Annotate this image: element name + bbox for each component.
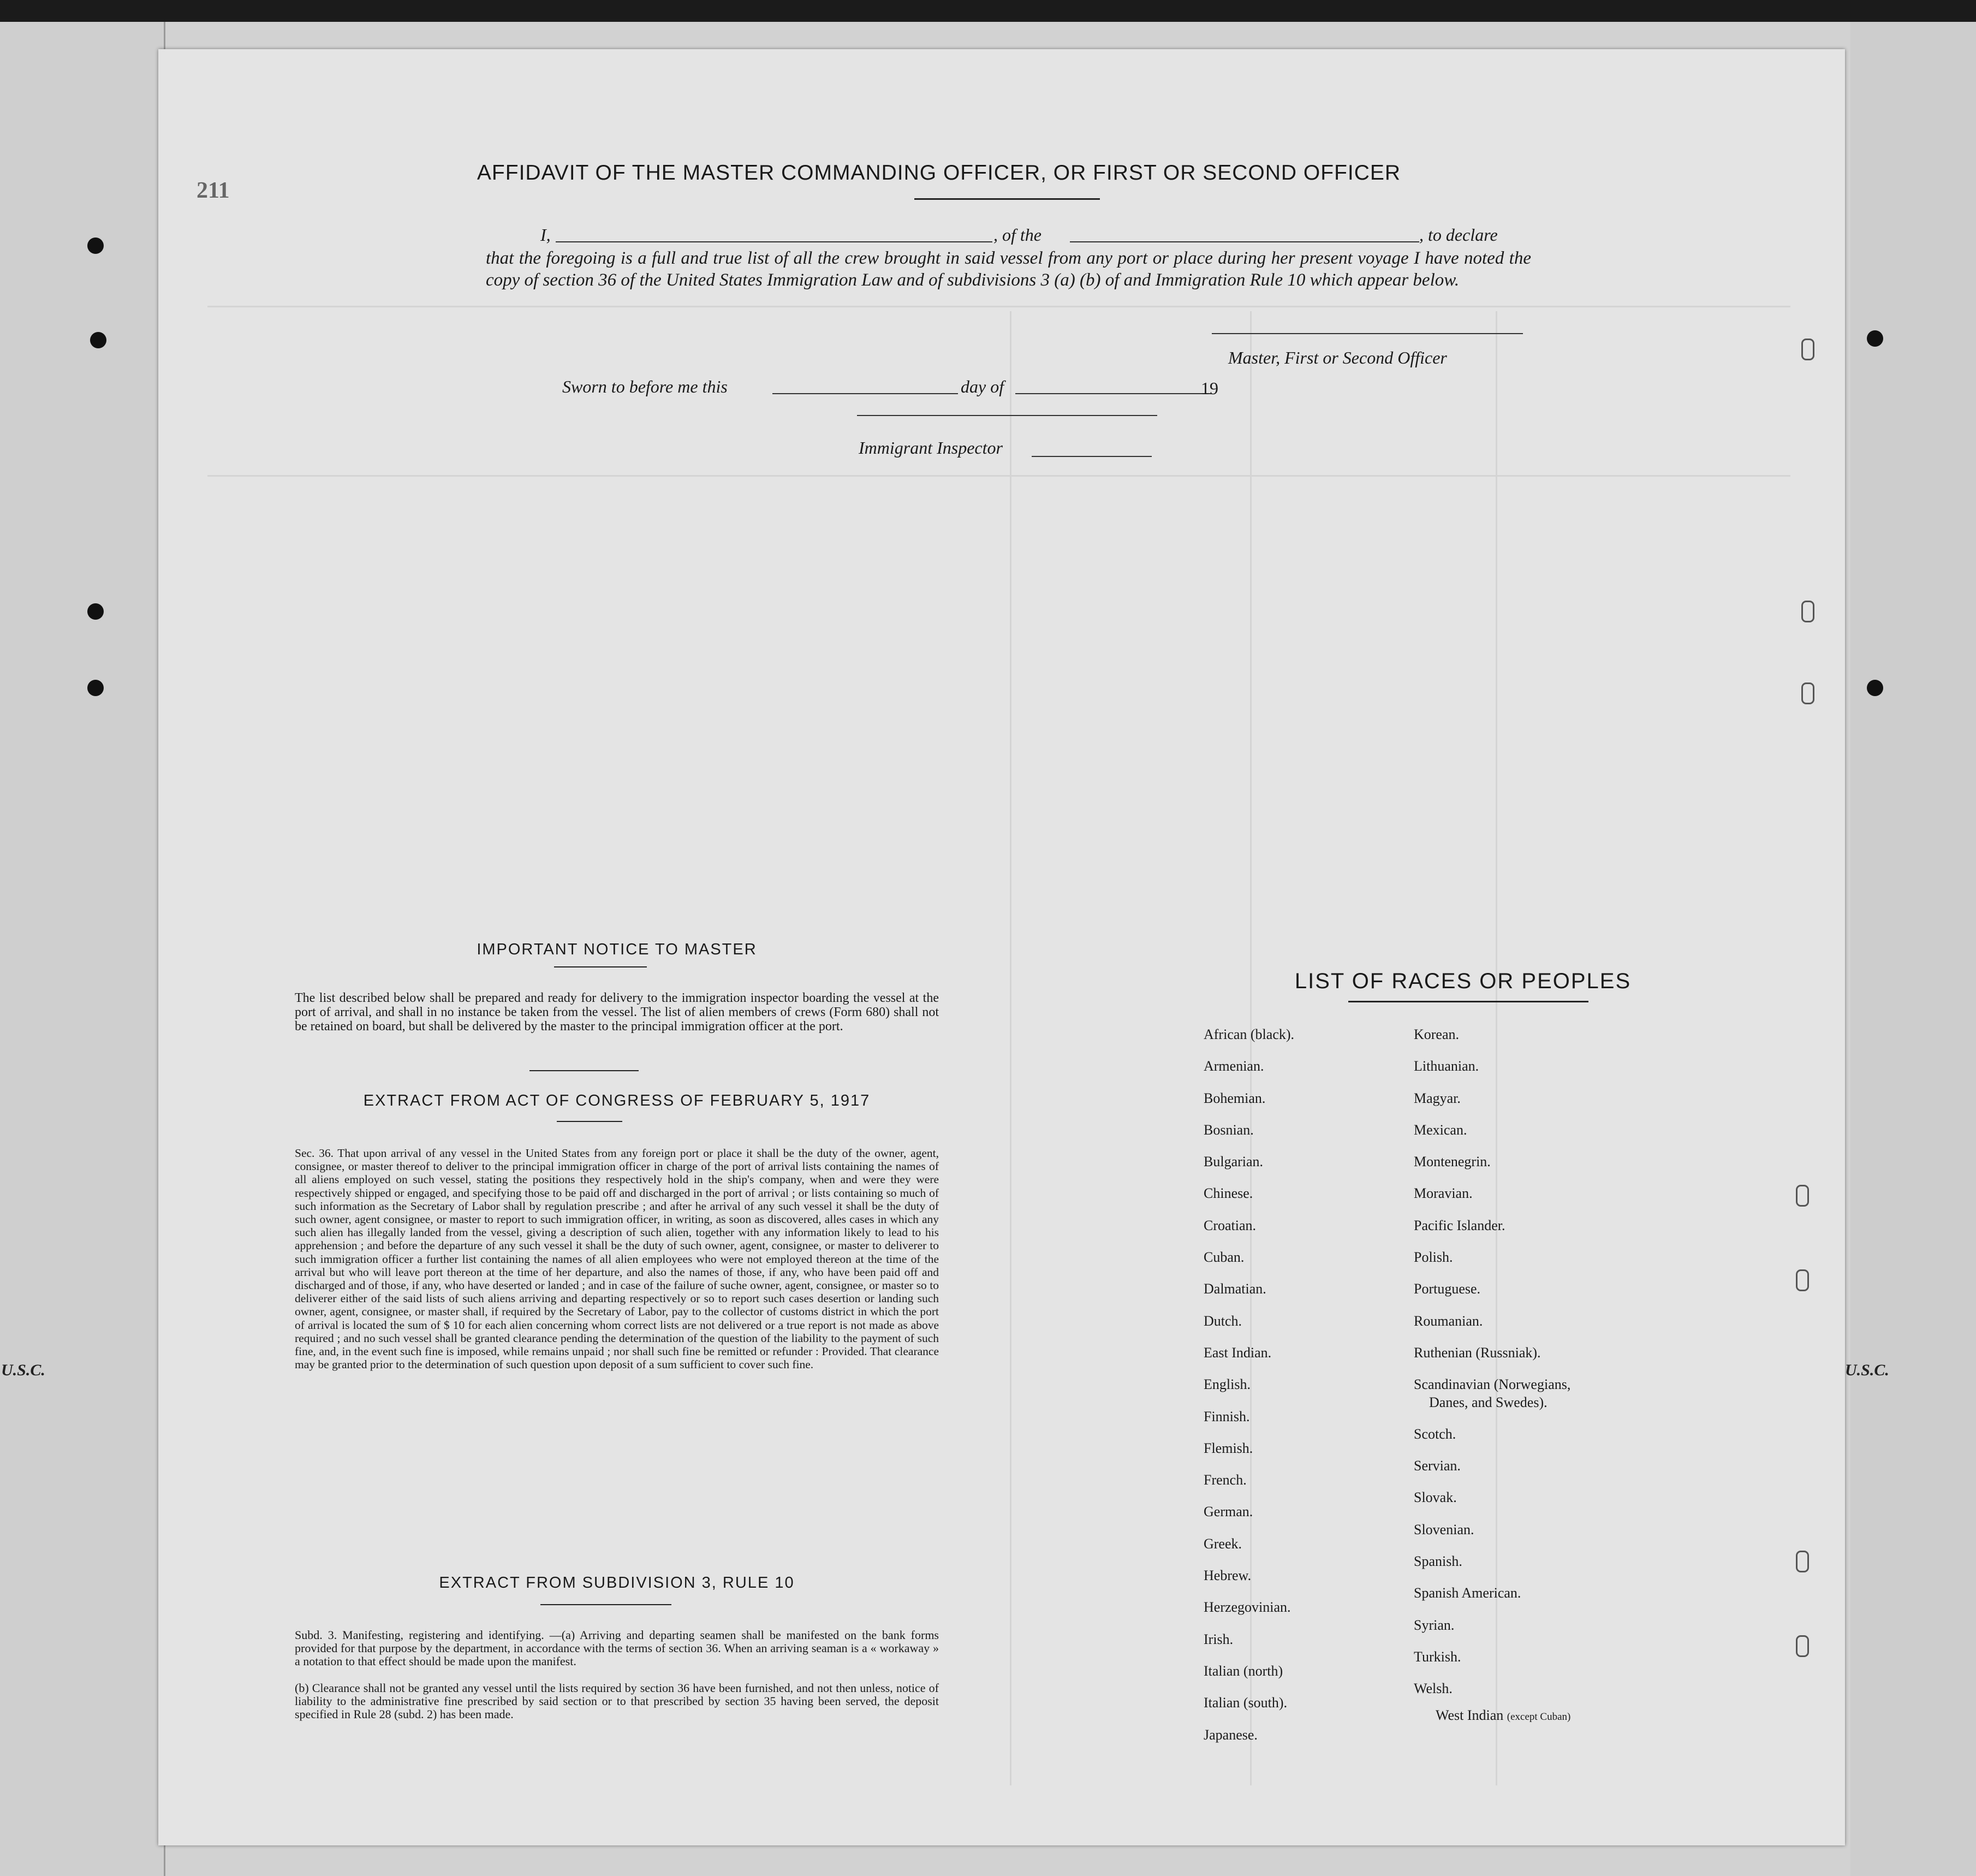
race-item: Welsh. bbox=[1414, 1681, 1453, 1697]
race-item: Portuguese. bbox=[1414, 1281, 1481, 1297]
race-item: Magyar. bbox=[1414, 1090, 1461, 1106]
race-item: Herzegovinian. bbox=[1204, 1599, 1291, 1616]
race-item: French. bbox=[1204, 1472, 1247, 1488]
binder-hole bbox=[1867, 330, 1883, 347]
affidavit-page bbox=[158, 49, 1845, 1845]
punch-ring bbox=[1796, 1185, 1809, 1207]
bleed-through-rule bbox=[207, 306, 1790, 307]
race-item-west-indian bbox=[1436, 1707, 1570, 1724]
race-item: Italian (north) bbox=[1204, 1663, 1283, 1679]
race-item: Slovak. bbox=[1414, 1489, 1457, 1506]
declaration-text: that the foregoing is a full and true list of all the crew brought in said vessel from any port or place during her present voyage I have noted the copy of section 36 of the United States Immigration Law and of subdivisions 3 (a) (b) of and Immigration Rule 10 which appear below. bbox=[486, 248, 1531, 290]
inspector-signature-field[interactable] bbox=[857, 415, 1157, 416]
race-item: Syrian. bbox=[1414, 1617, 1455, 1633]
race-item: Irish. bbox=[1204, 1631, 1234, 1647]
race-item: Flemish. bbox=[1204, 1440, 1253, 1456]
race-item: Montenegrin. bbox=[1414, 1154, 1491, 1170]
binder-hole bbox=[87, 603, 104, 620]
bleed-through-rule bbox=[1010, 311, 1011, 1785]
race-item: Polish. bbox=[1414, 1249, 1453, 1266]
punch-ring bbox=[1796, 1551, 1809, 1572]
race-item: Chinese. bbox=[1204, 1185, 1253, 1202]
race-item: Bohemian. bbox=[1204, 1090, 1266, 1106]
race-item: Scotch. bbox=[1414, 1426, 1456, 1442]
races-column-1 bbox=[1204, 1026, 1294, 1759]
bleed-through-rule bbox=[207, 475, 1790, 477]
to-declare-label: , to declare bbox=[1419, 225, 1498, 245]
race-item: Slovenian. bbox=[1414, 1521, 1474, 1537]
races-column-2 bbox=[1414, 1026, 1570, 1713]
notice-heading: IMPORTANT NOTICE TO MASTER bbox=[477, 941, 757, 958]
race-item: African (black). bbox=[1204, 1026, 1295, 1042]
punch-ring bbox=[1796, 1269, 1809, 1291]
sworn-month-field[interactable] bbox=[1015, 393, 1212, 394]
race-item: Japanese. bbox=[1204, 1726, 1258, 1743]
races-heading: LIST OF RACES OR PEOPLES bbox=[1294, 969, 1632, 993]
binder-hole bbox=[90, 332, 106, 348]
race-item: Croatian. bbox=[1204, 1217, 1257, 1233]
punch-ring bbox=[1801, 339, 1814, 360]
race-item: Finnish. bbox=[1204, 1408, 1250, 1424]
race-item: Bosnian. bbox=[1204, 1121, 1254, 1138]
race-item: Korean. bbox=[1414, 1026, 1460, 1042]
i-label: I, bbox=[540, 225, 551, 245]
vessel-field[interactable] bbox=[1070, 241, 1419, 242]
punch-ring bbox=[1801, 682, 1814, 704]
year-prefix: 19 bbox=[1201, 378, 1218, 398]
race-item: Turkish. bbox=[1414, 1648, 1461, 1665]
race-item: Armenian. bbox=[1204, 1058, 1264, 1074]
race-item: Dalmatian. bbox=[1204, 1281, 1266, 1297]
left-edge-label: U.S.C. bbox=[1, 1361, 45, 1379]
act-heading: EXTRACT FROM ACT OF CONGRESS OF FEBRUARY 5, 1917 bbox=[363, 1092, 871, 1109]
day-of-label: day of bbox=[961, 377, 1004, 396]
race-item: Moravian. bbox=[1414, 1185, 1473, 1202]
of-the-label: , of the bbox=[993, 225, 1041, 245]
binder-hole bbox=[87, 680, 104, 696]
inspector-label: Immigrant Inspector bbox=[859, 438, 1003, 458]
race-item: English. bbox=[1204, 1376, 1251, 1393]
race-item: Bulgarian. bbox=[1204, 1154, 1264, 1170]
race-item: Pacific Islander. bbox=[1414, 1217, 1505, 1233]
rule-heading-underline bbox=[540, 1604, 671, 1605]
race-item: German. bbox=[1204, 1504, 1253, 1520]
race-item: Roumanian. bbox=[1414, 1313, 1483, 1329]
race-item: Danes, and Swedes). bbox=[1429, 1394, 1548, 1410]
race-item: Hebrew. bbox=[1204, 1568, 1252, 1584]
officer-label: Master, First or Second Officer bbox=[1228, 348, 1447, 367]
race-item: Lithuanian. bbox=[1414, 1058, 1479, 1074]
binder-hole bbox=[87, 238, 104, 254]
page-number: 211 bbox=[197, 178, 230, 203]
race-item: Mexican. bbox=[1414, 1121, 1467, 1138]
race-item: Cuban. bbox=[1204, 1249, 1245, 1266]
race-item: Spanish. bbox=[1414, 1553, 1462, 1570]
rule-text-a: Subd. 3. Manifesting, registering and identifying. —(a) Arriving and departing seamen shall be manifested on the bank forms provided for that purpose by the department, in accordance with the terms of section 36. When an arriving seaman is a « workaway » a notation to that effect should be made upon the manifest. bbox=[295, 1628, 939, 1668]
race-item: Greek. bbox=[1204, 1535, 1242, 1552]
race-item: Dutch. bbox=[1204, 1313, 1242, 1329]
races-heading-underline bbox=[1348, 1001, 1588, 1002]
name-field[interactable] bbox=[556, 241, 992, 242]
sworn-label: Sworn to before me this bbox=[562, 377, 728, 396]
punch-ring bbox=[1801, 601, 1814, 622]
act-text: Sec. 36. That upon arrival of any vessel in the United States from any foreign port or place it shall be the duty of the owner, agent, consignee, or master thereof to deliver to the principal immigration officer in charge of the port of arrival lists containing the names of all aliens employed on such vessel, stating the positions they respectively hold in the ship's company, when and were they were respectively shipped or engaged, and specifying those to be paid off and discharged in the port of arrival ; or lists containing so much of such information as the Secretary of Labor shall by regulation prescribe ; and after he arrival of any such vessel it shall be the duty of such owner, agent consignee, or master to report to such immigration officer, in writing, as soon as discovered, alles cases in which any such alien has illegally landed from the vessel, giving a description of such alien, together with any information likely to lead to his apprehension ; and before the departure of any such vessel it shall be the duty of such owner, agent, consignee, or master to deliverer to such immigration officer a further list containing the names of all alien employees who were not employed thereon at the time of the arrival but who will leave port thereon at the time of her departure, and also the names of those, if any, who have been paid off and discharged and of those, if any, who have deserted or landed ; and in case of the failure of suche owner, agent, consignee, or master so to deliverer either of the said lists of such aliens arriving and departing respectively or so to report such cases desertion or landing such owner, agent, consignee, or master shall, if required by the Secretary of Labor, pay to the collector of customs district in which the port of arrival is located the sum of $ 10 for each alien concerning whom correct lists are not delivered or a true report is not made as above required ; and no such vessel shall be granted clearance pending the determination of the question of the liability to the payment of such fine, and, in the event such fine is imposed, while remains unpaid ; nor shall such fine be remitted or refunder : Provided. That clearance may be granted prior to the determination of such question upon deposit of a sum sufficient to cover such fine. bbox=[295, 1147, 939, 1372]
sworn-day-field[interactable] bbox=[772, 393, 958, 394]
race-item: Italian (south). bbox=[1204, 1695, 1288, 1711]
punch-ring bbox=[1796, 1635, 1809, 1657]
inspector-line bbox=[1032, 456, 1152, 457]
notice-heading-underline bbox=[554, 966, 647, 967]
rule-heading: EXTRACT FROM SUBDIVISION 3, RULE 10 bbox=[439, 1574, 795, 1592]
binder-hole bbox=[1867, 680, 1883, 696]
underlying-page-right-strip bbox=[1850, 22, 1976, 1876]
rule-text-b: (b) Clearance shall not be granted any vessel until the lists required by section 36 have been furnished, and not then unless, notice of liability to the administrative fine prescribed by said section or to that prescribed by section 35 having been served, the deposit specified in Rule 28 (subd. 2) has been made. bbox=[295, 1681, 939, 1721]
race-item: Ruthenian (Russniak). bbox=[1414, 1344, 1541, 1361]
right-edge-label: U.S.C. bbox=[1845, 1361, 1889, 1379]
race-item: Servian. bbox=[1414, 1458, 1461, 1474]
underlying-page-left-strip bbox=[0, 22, 165, 1876]
race-note: (except Cuban) bbox=[1507, 1711, 1571, 1723]
title-underline bbox=[914, 198, 1100, 200]
race-item: East Indian. bbox=[1204, 1344, 1272, 1361]
affidavit-title: AFFIDAVIT OF THE MASTER COMMANDING OFFICER, OR FIRST OR SECOND OFFICER bbox=[477, 161, 1401, 185]
race-label: West Indian bbox=[1436, 1707, 1504, 1723]
race-item: Spanish American. bbox=[1414, 1585, 1521, 1601]
notice-divider bbox=[529, 1070, 639, 1071]
race-item: Scandinavian (Norwegians, bbox=[1414, 1376, 1571, 1393]
officer-signature-field[interactable] bbox=[1212, 333, 1523, 334]
notice-text: The list described below shall be prepared and ready for delivery to the immigration inspector boarding the vessel at the port of arrival, and shall in no instance be taken from the vessel. The list of alien members of crews (Form 680) shall not be retained on board, but shall be delivered by the master to the principal immigration officer at the port. bbox=[295, 991, 939, 1034]
act-heading-underline bbox=[557, 1121, 622, 1122]
